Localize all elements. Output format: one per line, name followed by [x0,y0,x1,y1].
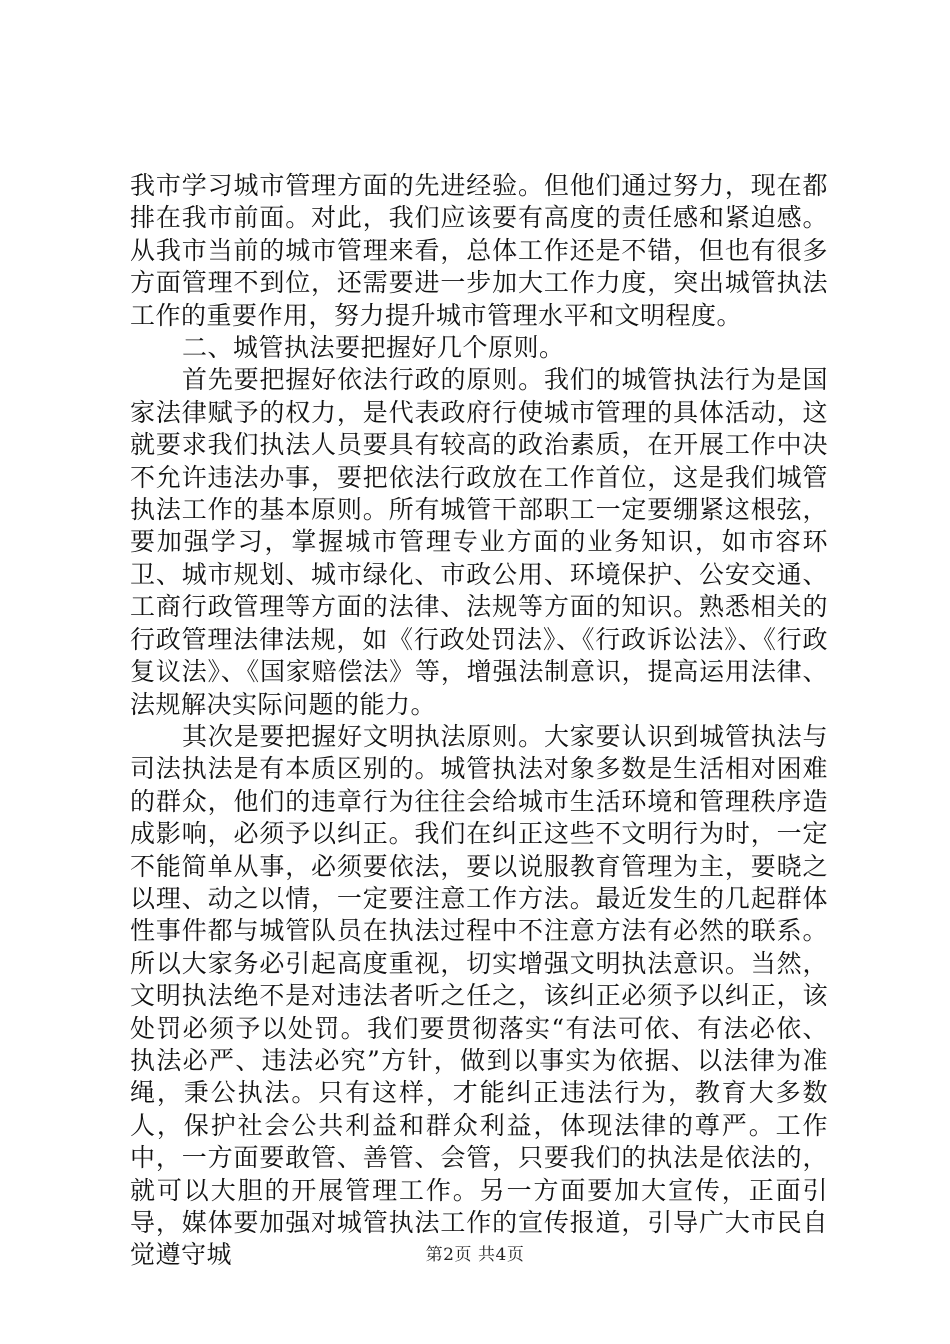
body-paragraph-continuation: 我市学习城市管理方面的先进经验。但他们通过努力，现在都排在我市前面。对此，我们应该要有高度的责任感和紧迫感。从我市当前的城市管理来看，总体工作还是不错，但也有很多方面管理不到位，还需要进一步加大工作力度，突出城管执法工作的重要作用，努力提升城市管理水平和文明程度。 [130,171,828,330]
page-number: 第2页 [425,1245,472,1265]
body-paragraph-lawful-administration: 首先要把握好依法行政的原则。我们的城管执法行为是国家法律赋予的权力，是代表政府行使城市管理的具体活动，这就要求我们执法人员要具有较高的政治素质，在开展工作中决不允许违法办事，要把依法行政放在工作首位，这是我们城管执法工作的基本原则。所有城管干部职工一定要绷紧这根弦，要加强学习，掌握城市管理专业方面的业务知识，如市容环卫、城市规划、城市绿化、市政公用、环境保护、公安交通、工商行政管理等方面的法律、法规等方面的知识。熟悉相关的行政管理法律法规，如《行政处罚法》、《行政诉讼法》、《行政复议法》、《国家赔偿法》等，增强法制意识，提高运用法律、法规解决实际问题的能力。 [130,365,828,719]
page-total: 共4页 [478,1245,525,1265]
body-paragraph-civil-enforcement: 其次是要把握好文明执法原则。大家要认识到城管执法与司法执法是有本质区别的。城管执法对象多数是生活相对困难的群众，他们的违章行为往往会给城市生活环境和管理秩序造成影响，必须予以纠正。我们在纠正这些不文明行为时，一定不能简单从事，必须要依法，要以说服教育管理为主，要晓之以理、动之以情，一定要注意工作方法。最近发生的几起群体性事件都与城管队员在执法过程中不注意方法有必然的联系。所以大家务必引起高度重视，切实增强文明执法意识。当然，文明执法绝不是对违法者听之任之，该纠正必须予以纠正，该处罚必须予以处罚。我们要贯彻落实“有法可依、有法必依、执法必严、违法必究”方针，做到以事实为依据、以法律为准绳，秉公执法。只有这样，才能纠正违法行为，教育大多数人，保护社会公共利益和群众利益，体现法律的尊严。工作中，一方面要敢管、善管、会管，只要我们的执法是依法的，就可以大胆的开展管理工作。另一方面要加大宣传，正面引导，媒体要加强对城管执法工作的宣传报道，引导广大市民自觉遵守城 [130,721,828,1270]
document-body [130,170,828,1272]
section-heading: 二、城管执法要把握好几个原则。 [182,333,565,363]
page-footer [0,1240,950,1265]
